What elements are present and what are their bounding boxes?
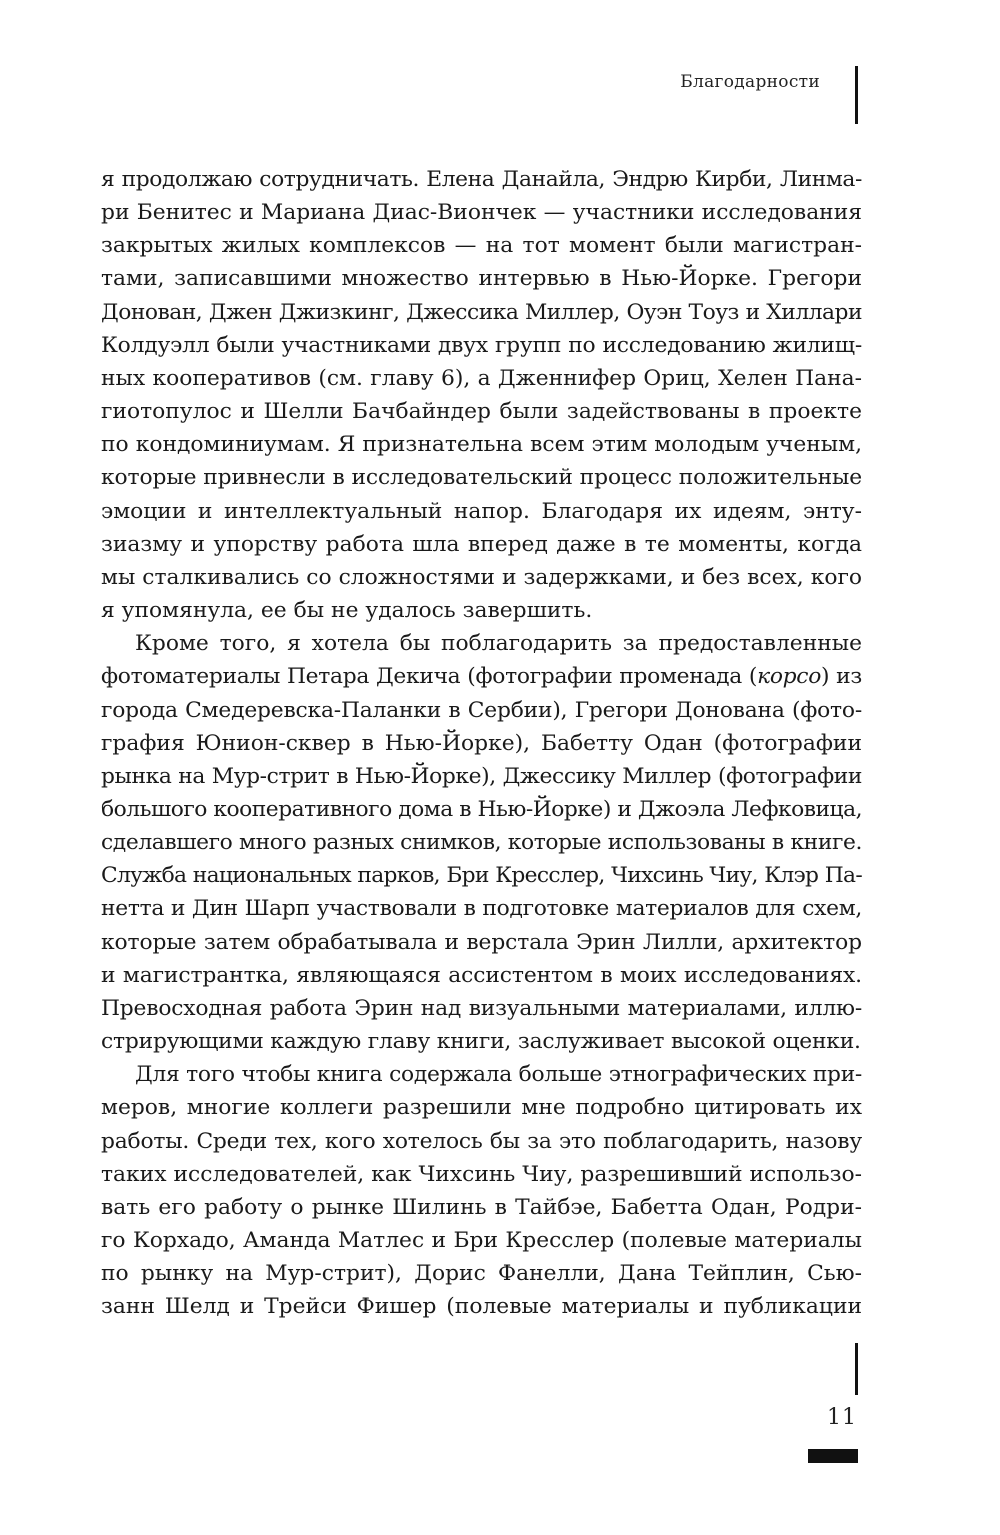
text-line: Служба национальных парков, Бри Кресслер, Чихсинь Чиу, Клэр Па- [101, 863, 862, 889]
text-line: нетта и Дин Шарп участвовали в подготовке материалов для схем, [101, 896, 862, 922]
text-line: по рынку на Мур-стрит), Дорис Фанелли, Дана Тейплин, Сью- [101, 1261, 862, 1287]
text-line: мы сталкивались со сложностями и задержками, и без всех, кого [101, 564, 862, 590]
footer-vertical-rule [855, 1343, 858, 1395]
text-line: большого кооперативного дома в Нью-Йорке) и Джоэла Лефковица, [101, 796, 862, 822]
text-line: работы. Среди тех, кого хотелось бы за это поблагодарить, назову [101, 1128, 862, 1154]
text-line: го Корхадо, Аманда Матлес и Бри Кресслер (полевые материалы [101, 1228, 862, 1253]
paragraph-1 [101, 163, 862, 627]
body-text [101, 163, 862, 1323]
footer-bar [808, 1449, 858, 1463]
text-line: города Смедеревска-Паланки в Сербии), Грегори Донована (фото- [101, 697, 862, 723]
text-line: Донован, Джен Джизкинг, Джессика Миллер, Оуэн Тоуз и Хиллари [101, 299, 862, 325]
text-line: фотоматериалы Петара Декича (фотографии променада (корсо) из [101, 664, 862, 690]
header-vertical-rule [855, 66, 858, 124]
text-line: сделавшего много разных снимков, которые использованы в книге. [101, 830, 862, 856]
text-line: таких исследователей, как Чихсинь Чиу, разрешивший использо- [101, 1161, 862, 1187]
text-line: и магистрантка, являющаяся ассистентом в моих исследованиях. [101, 962, 862, 988]
text-line: закрытых жилых комплексов — на тот момент были магистран- [101, 233, 862, 259]
text-line: Колдуэлл были участниками двух групп по исследованию жилищ- [101, 332, 862, 358]
text-line: эмоции и интеллектуальный напор. Благодаря их идеям, энту- [101, 498, 862, 524]
text-line: вать его работу о рынке Шилинь в Тайбэе, Бабетта Одан, Родри- [101, 1194, 862, 1220]
text-line: по кондоминиумам. Я признательна всем этим молодым ученым, [101, 432, 862, 458]
text-line: Превосходная работа Эрин над визуальными материалами, иллю- [101, 995, 862, 1021]
text-line: тами, записавшими множество интервью в Нью-Йорке. Грегори [101, 266, 862, 292]
text-line: меров, многие коллеги разрешили мне подробно цитировать их [101, 1095, 862, 1121]
text-line: занн Шелд и Трейси Фишер (полевые материалы и публикации [101, 1294, 862, 1320]
text-line: зиазму и упорству работа шла вперед даже в те моменты, когда [101, 531, 862, 557]
text-line: Для того чтобы книга содержала больше этнографических при- [135, 1062, 862, 1088]
text-line: ри Бенитес и Мариана Диас-Виончек — участники исследования [101, 200, 862, 226]
text-line: ных кооперативов (см. главу 6), а Дженнифер Ориц, Хелен Пана- [101, 365, 862, 391]
text-line: я упомянула, ее бы не удалось завершить. [101, 598, 593, 624]
text-line: стрирующими каждую главу книги, заслуживает высокой оценки. [101, 1029, 861, 1055]
page-number: 11 [827, 1405, 857, 1430]
text-line: которые затем обрабатывала и верстала Эрин Лилли, архитектор [101, 929, 862, 955]
text-line: гиотопулос и Шелли Бачбайндер были задействованы в проекте [101, 399, 862, 425]
italic-term: корсо [757, 664, 822, 690]
paragraph-2 [101, 627, 862, 1058]
text-line: Кроме того, я хотела бы поблагодарить за предоставленные [135, 631, 862, 657]
running-head-title: Благодарности [680, 72, 820, 92]
text-line: рынка на Мур-стрит в Нью-Йорке), Джессику Миллер (фотографии [101, 763, 862, 789]
text-line: которые привнесли в исследовательский процесс положительные [101, 465, 863, 491]
text-line: я продолжаю сотрудничать. Елена Данайла, Эндрю Кирби, Линма- [101, 167, 862, 192]
paragraph-3 [101, 1058, 862, 1323]
text-line: графия Юнион-сквер в Нью-Йорке), Бабетту Одан (фотографии [101, 730, 862, 756]
